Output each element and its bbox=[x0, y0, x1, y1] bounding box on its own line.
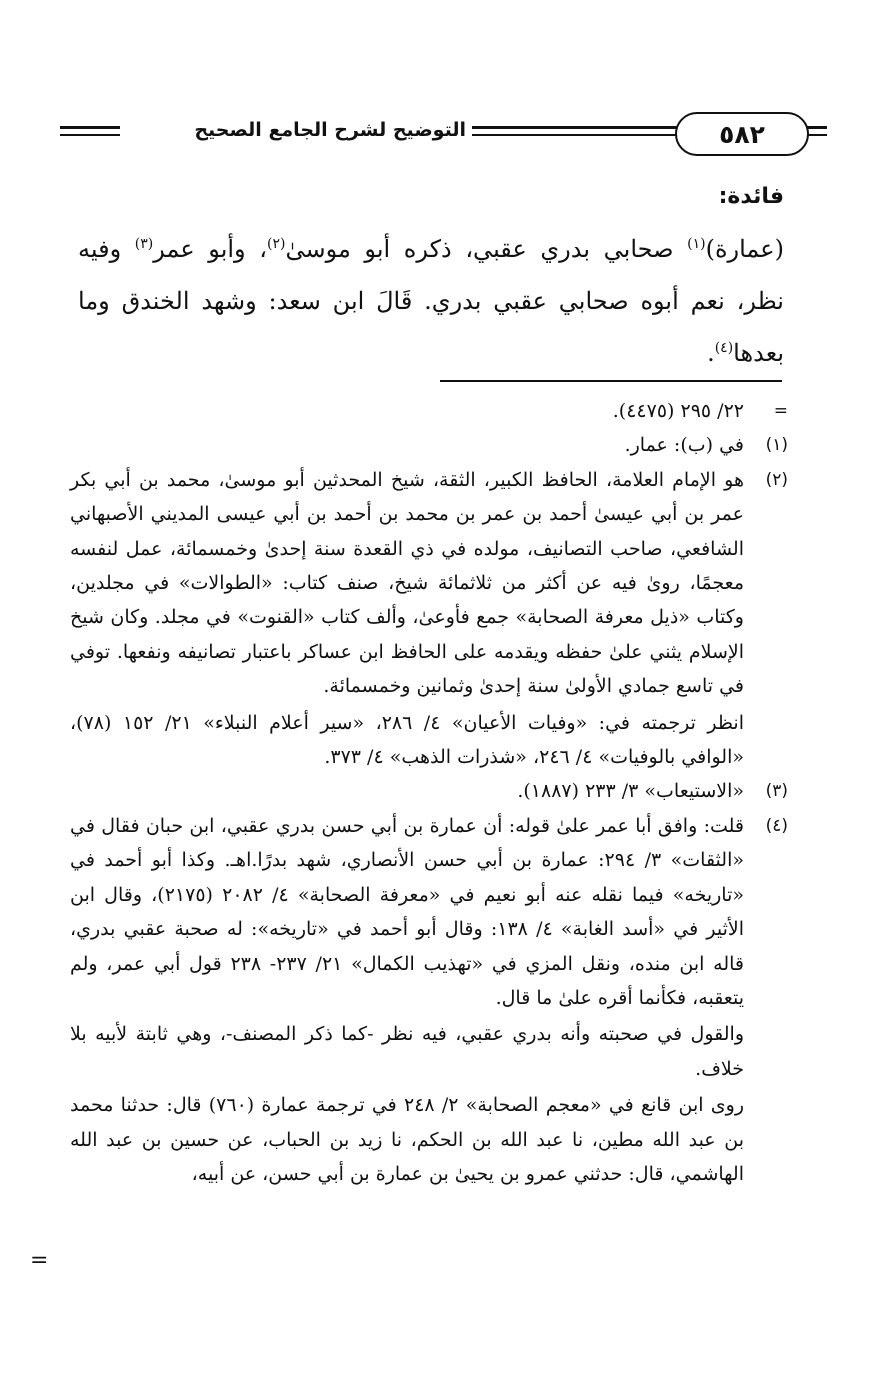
footnote-4-para-2: والقول في صحبته وأنه بدري عقبي، فيه نظر -كما ذكر المصنف-، وهي ثابتة لأبيه بلا خلاف. bbox=[70, 1023, 744, 1080]
running-title: التوضيح لشرح الجامع الصحيح bbox=[190, 119, 472, 141]
footnote-2-sources: انظر ترجمته في: «وفيات الأعيان» ٤/ ٢٨٦، «سير أعلام النبلاء» ٢١/ ١٥٢ (٧٨)، «الوافي بالوفيات» ٤/ ٢٤٦، «شذرات الذهب» ٤/ ٣٧٣. bbox=[70, 711, 744, 769]
footnote-text: «الاستيعاب» ٣/ ٢٣٣ (١٨٨٧). bbox=[517, 780, 744, 803]
footnote-2 bbox=[70, 463, 788, 704]
continuation-text: ٢٢/ ٢٩٥ (٤٤٧٥). bbox=[612, 400, 744, 422]
footnote-continuation bbox=[70, 394, 788, 428]
footnote-1 bbox=[70, 428, 788, 462]
footnote-text: قلت: وافق أبا عمر علىٰ قوله: أن عمارة بن أبي حسن بدري عقبي، ابن حبان فقال في «الثقات» ٣/ ٢٩٤: عمارة بن أبي حسن الأنصاري، شهد بدرًا.اهـ. وكذا أبو أحمد في «تاريخه» فيما نقله عنه أبو نعيم في «معرفة الصحابة» ٤/ ٢٠٨٢ (٢١٧٥)، وقال ابن الأثير في «أسد الغابة» ٤/ ١٣٨: وقال أبو أحمد في «تاريخه»: له صحبة عقبي بدري، قاله ابن منده، ونقل المزي في «تهذيب الكمال» ٢١/ ٢٣٧- ٢٣٨ قول أبي عمر، ولم يتعقبه، فكأنما أقره علىٰ ما قال. bbox=[70, 814, 744, 1009]
footnote-separator bbox=[440, 380, 782, 382]
benefit-heading: فائدة: bbox=[718, 184, 784, 209]
page-header bbox=[60, 112, 795, 154]
footnote-number: (٣) bbox=[765, 781, 788, 802]
page-number: ٥٨٢ bbox=[675, 112, 809, 156]
main-paragraph bbox=[78, 223, 784, 379]
footnote-ref-3: (٣) bbox=[134, 236, 154, 252]
header-rule-left-thin bbox=[60, 134, 120, 136]
main-text-segment: ، وأبو عمر bbox=[153, 235, 267, 263]
footnote-number: (٢) bbox=[765, 469, 788, 490]
footnote-ref-4: (٤) bbox=[714, 340, 734, 356]
footnote-ref-2: (٢) bbox=[266, 236, 286, 252]
footnotes bbox=[70, 394, 788, 1191]
footnote-text: في (ب): عمار. bbox=[624, 434, 744, 457]
footnote-number: (١) bbox=[765, 435, 788, 456]
main-text bbox=[78, 184, 784, 379]
footnote-continues-mark: = bbox=[30, 1248, 49, 1273]
continuation-mark: = bbox=[773, 401, 788, 421]
main-text-segment: صحابي بدري عقبي، ذكره أبو موسىٰ bbox=[285, 235, 688, 263]
footnote-text: هو الإمام العلامة، الحافظ الكبير، الثقة، شيخ المحدثين أبو موسىٰ، محمد بن أبي بكر عمر بن أبي عيسىٰ أحمد بن عمر بن محمد بن أحمد بن أبي عيسى المديني الأصبهاني الشافعي، صاحب التصانيف، مولده في ذي القعدة سنة إحدىٰ وخمسمائة، عمل لنفسه معجمًا، روىٰ فيه عن أكثر من ثلاثمائة شيخ، صنف كتاب: «الطوالات» في مجلدين، وكتاب «ذيل معرفة الصحابة» جمع فأوعىٰ، وألف كتاب «القنوت» في مجلد. وكان شيخ الإسلام يثني علىٰ حفظه ويقدمه على الحافظ ابن عساكر باعتبار تصانيفه ونفعها. توفي في تاسع جمادي الأولىٰ سنة إحدىٰ وثمانين وخمسمائة. bbox=[70, 468, 744, 698]
main-text-segment: وفيه نظر، نعم أبوه صحابي عقبي بدري. قَالَ ابن سعد: وشهد الخندق وما بعدها bbox=[78, 235, 784, 367]
main-text-segment: . bbox=[707, 339, 715, 367]
footnote-number: (٤) bbox=[765, 815, 788, 836]
footnote-ref-1: (١) bbox=[687, 236, 706, 252]
header-rule-left bbox=[60, 126, 120, 129]
footnote-4 bbox=[70, 809, 788, 1015]
footnote-4-para-3: روى ابن قانع في «معجم الصحابة» ٢/ ٢٤٨ في ترجمة عمارة (٧٦٠) قال: حدثنا محمد بن عبد الله مطين، نا عبد الله بن الحكم، نا زيد بن الحباب، عن حسين بن عبد الله الهاشمي، قال: حدثني عمرو بن يحيىٰ بن عمارة بن أبي حسن، عن أبيه، bbox=[70, 1094, 744, 1185]
footnote-3 bbox=[70, 774, 788, 808]
main-text-segment: (عمارة) bbox=[705, 235, 784, 263]
